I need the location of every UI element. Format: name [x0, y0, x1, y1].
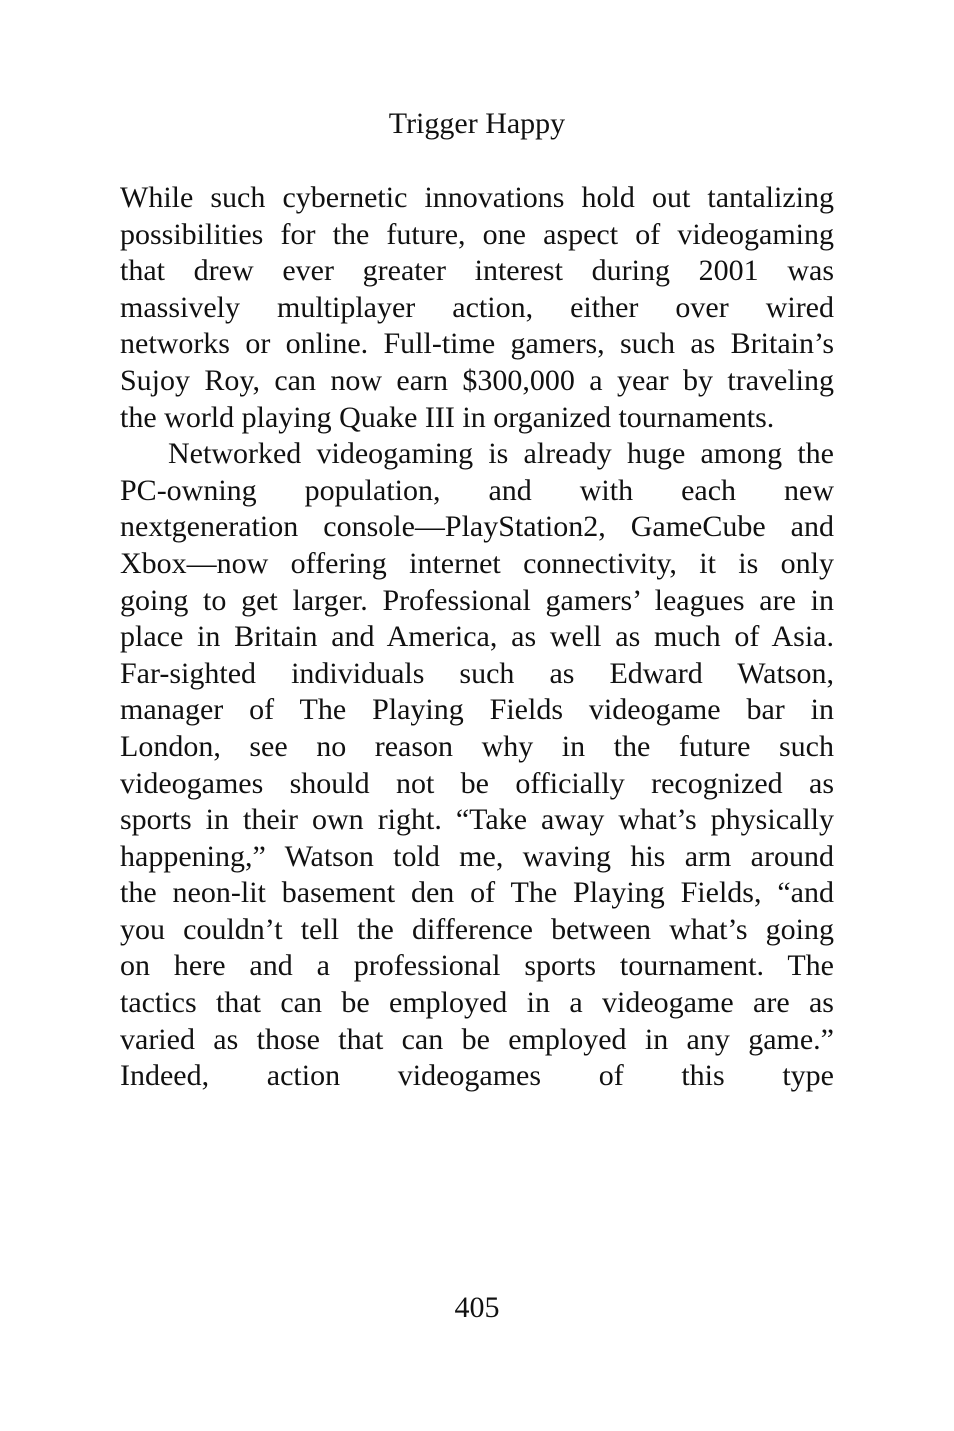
text-line: place in Britain and America, as well as much of Asia.	[120, 620, 834, 654]
running-title: Trigger Happy	[388, 107, 566, 140]
text-line: nextgeneration console—PlayStation2, GameCube and	[120, 510, 834, 544]
paragraph-first-line: Networked videogaming is already huge among the	[168, 437, 834, 471]
text-line: possibilities for the future, one aspect of videogaming	[120, 217, 834, 251]
body-text	[120, 180, 834, 1095]
text-line: Sujoy Roy, can now earn $300,000 a year by traveling	[120, 363, 834, 397]
text-line: going to get larger. Professional gamers’ leagues are in	[120, 583, 834, 617]
text-line: on here and a professional sports tournament. The	[120, 949, 834, 983]
text-line: Far-sighted individuals such as Edward Watson,	[120, 656, 834, 690]
text-line: Indeed, action videogames of this type	[120, 1059, 834, 1093]
text-line: videogames should not be officially recognized as	[120, 766, 834, 800]
text-line: varied as those that can be employed in any game.”	[120, 1022, 834, 1056]
text-line: Xbox—now offering internet connectivity, it is only	[120, 546, 834, 580]
text-line: networks or online. Full-time gamers, such as Britain’s	[120, 327, 834, 361]
page-number: 405	[454, 1291, 500, 1324]
text-line: that drew ever greater interest during 2001 was	[120, 254, 834, 288]
text-line: manager of The Playing Fields videogame bar in	[120, 693, 834, 727]
text-line: While such cybernetic innovations hold out tantalizing	[120, 181, 834, 214]
text-line: the neon-lit basement den of The Playing Fields, “and	[120, 876, 834, 910]
text-line: happening,” Watson told me, waving his arm around	[120, 839, 834, 873]
text-line: tactics that can be employed in a videogame are as	[120, 986, 834, 1020]
text-line: you couldn’t tell the difference between what’s going	[120, 912, 834, 946]
text-line: sports in their own right. “Take away what’s physically	[120, 803, 834, 837]
text-line: PC-owning population, and with each new	[120, 473, 834, 507]
text-line: the world playing Quake III in organized tournaments.	[120, 400, 775, 434]
text-line: London, see no reason why in the future such	[120, 729, 834, 763]
text-line: massively multiplayer action, either over wired	[120, 290, 834, 324]
